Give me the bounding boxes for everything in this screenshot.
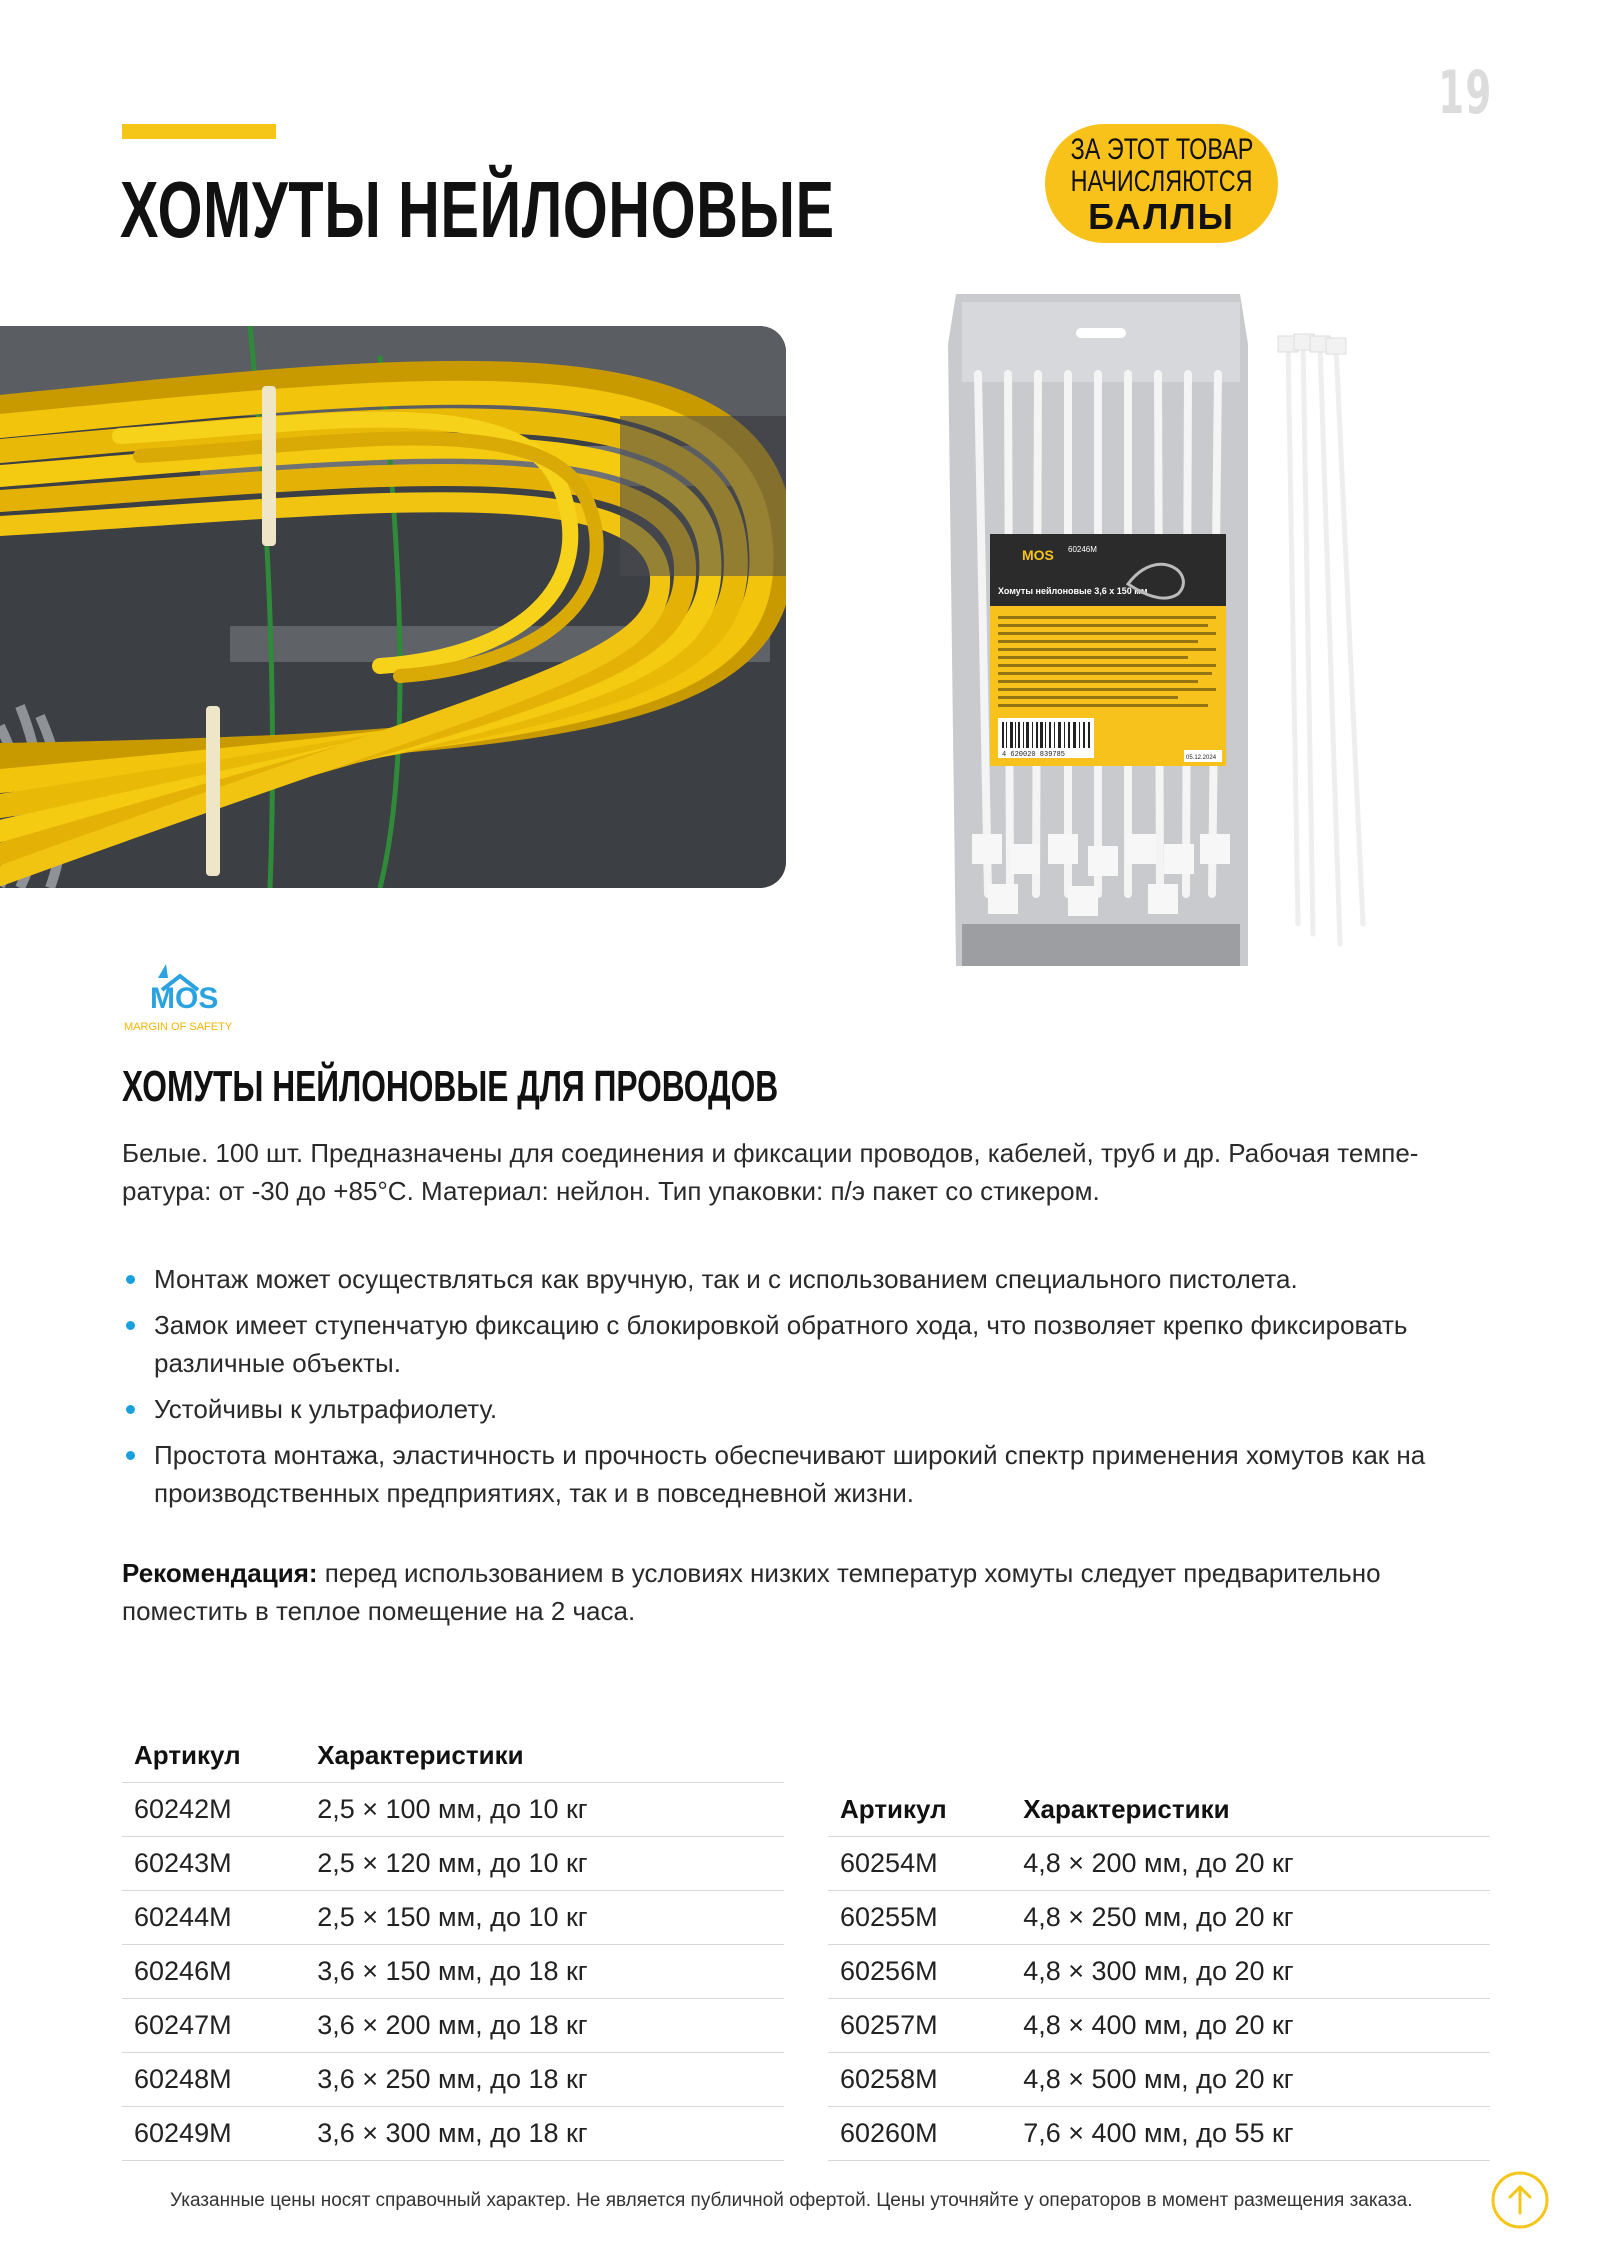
page-number: 19 — [1437, 58, 1492, 128]
spec-cell: 4,8 × 250 мм, до 20 кг — [1011, 1891, 1490, 1945]
spec-cell: 3,6 × 150 мм, до 18 кг — [305, 1945, 784, 1999]
spec-cell: 2,5 × 150 мм, до 10 кг — [305, 1891, 784, 1945]
feature-list — [122, 1260, 1502, 1520]
article-cell: 60243M — [122, 1837, 305, 1891]
table-row — [828, 2053, 1490, 2107]
table-row — [828, 1891, 1490, 1945]
product-description: Белые. 100 шт. Предназначены для соединения и фиксации проводов, кабелей, труб и др. Рабочая темпе-ратура: от -30 до +85°С. Материал: нейлон. Тип упаковки: п/э пакет со стикером. — [122, 1138, 1419, 1206]
article-cell: 60249M — [122, 2107, 305, 2161]
recommendation-text: перед использованием в условиях низких температур хомуты следует предварительно поместить в теплое помещение на 2 часа. — [122, 1558, 1381, 1626]
product-package-image — [948, 294, 1408, 974]
article-cell: 60244M — [122, 1891, 305, 1945]
cables-photo — [0, 326, 786, 888]
spec-cell: 2,5 × 100 мм, до 10 кг — [305, 1783, 784, 1837]
table-row — [122, 2053, 784, 2107]
table-row — [122, 1999, 784, 2053]
article-cell: 60248M — [122, 2053, 305, 2107]
article-cell: 60260M — [828, 2107, 1011, 2161]
recommendation-label: Рекомендация: — [122, 1558, 318, 1588]
page-title: ХОМУТЫ НЕЙЛОНОВЫЕ — [120, 165, 835, 254]
arrow-up-circle-icon — [1490, 2170, 1550, 2230]
badge-line-2: НАЧИСЛЯЮТСЯ — [1070, 165, 1253, 198]
table-row — [828, 2107, 1490, 2161]
article-cell: 60258M — [828, 2053, 1011, 2107]
feature-item — [122, 1436, 1502, 1512]
article-cell: 60247M — [122, 1999, 305, 2053]
package-barcode-number: 4 620020 839785 — [1002, 751, 1066, 759]
spec-cell: 7,6 × 400 мм, до 55 кг — [1011, 2107, 1490, 2161]
article-cell: 60255M — [828, 1891, 1011, 1945]
footer-disclaimer: Указанные цены носят справочный характер. Не является публичной офертой. Цены уточняйте у операторов в момент размещения заказа. — [170, 2190, 1413, 2211]
scroll-top-button[interactable] — [1490, 2170, 1550, 2230]
feature-item — [122, 1390, 1502, 1428]
table-row — [828, 1837, 1490, 1891]
bullet-dot-icon — [126, 1451, 135, 1460]
logo-letters: MOS — [150, 982, 219, 1015]
table-row — [828, 1999, 1490, 2053]
spec-cell: 3,6 × 300 мм, до 18 кг — [305, 2107, 784, 2161]
spec-table-right — [828, 1782, 1490, 2161]
table-row — [122, 1945, 784, 1999]
feature-text: Замок имеет ступенчатую фиксацию с блокировкой обратного хода, что позволяет крепко фиксировать различные объекты. — [154, 1310, 1408, 1378]
table-row — [122, 2107, 784, 2161]
package-illustration — [948, 294, 1408, 974]
logo-tagline: MARGIN OF SAFETY — [124, 1021, 233, 1033]
feature-text: Простота монтажа, эластичность и прочность обеспечивают широкий спектр применения хомутов как на производственных предприятиях, так и в повседневной жизни. — [154, 1440, 1426, 1508]
article-cell: 60254M — [828, 1837, 1011, 1891]
table-row — [828, 1945, 1490, 1999]
header-article: Артикул — [122, 1728, 305, 1783]
spec-cell: 3,6 × 200 мм, до 18 кг — [305, 1999, 784, 2053]
spec-table-left — [122, 1728, 784, 2161]
feature-item — [122, 1260, 1502, 1298]
spec-cell: 4,8 × 400 мм, до 20 кг — [1011, 1999, 1490, 2053]
spec-cell: 3,6 × 250 мм, до 18 кг — [305, 2053, 784, 2107]
table-header-row — [828, 1782, 1490, 1837]
badge-line-1: ЗА ЭТОТ ТОВАР — [1070, 133, 1254, 166]
product-subtitle: ХОМУТЫ НЕЙЛОНОВЫЕ ДЛЯ ПРОВОДОВ — [122, 1062, 779, 1111]
accent-bar — [122, 124, 276, 139]
points-badge — [1045, 124, 1278, 243]
header-article: Артикул — [828, 1782, 1011, 1837]
package-article: 60246M — [1068, 545, 1097, 554]
article-cell: 60246M — [122, 1945, 305, 1999]
article-cell: 60256M — [828, 1945, 1011, 1999]
bullet-dot-icon — [126, 1275, 135, 1284]
spec-cell: 4,8 × 500 мм, до 20 кг — [1011, 2053, 1490, 2107]
feature-text: Монтаж может осуществляться как вручную, так и с использованием специального пистолета. — [154, 1264, 1298, 1294]
feature-item — [122, 1306, 1502, 1382]
table-row — [122, 1891, 784, 1945]
table-row — [122, 1837, 784, 1891]
brand-logo — [122, 964, 270, 1034]
package-title: Хомуты нейлоновые 3,6 x 150 мм — [998, 586, 1148, 596]
feature-text: Устойчивы к ультрафиолету. — [154, 1394, 498, 1424]
mos-logo-icon — [122, 964, 270, 1034]
package-date: 05.12.2024 — [1186, 755, 1217, 761]
badge-line-3: БАЛЛЫ — [1088, 196, 1235, 237]
spec-cell: 4,8 × 200 мм, до 20 кг — [1011, 1837, 1490, 1891]
table-header-row — [122, 1728, 784, 1783]
header-characteristics: Характеристики — [305, 1728, 784, 1783]
spec-cell: 4,8 × 300 мм, до 20 кг — [1011, 1945, 1490, 1999]
recommendation — [122, 1554, 1462, 1630]
bullet-dot-icon — [126, 1405, 135, 1414]
header-characteristics: Характеристики — [1011, 1782, 1490, 1837]
bullet-dot-icon — [126, 1321, 135, 1330]
package-logo-text: MOS — [1022, 547, 1054, 563]
spec-cell: 2,5 × 120 мм, до 10 кг — [305, 1837, 784, 1891]
table-row — [122, 1783, 784, 1837]
cables-photo-illustration — [0, 326, 786, 888]
article-cell: 60257M — [828, 1999, 1011, 2053]
article-cell: 60242M — [122, 1783, 305, 1837]
